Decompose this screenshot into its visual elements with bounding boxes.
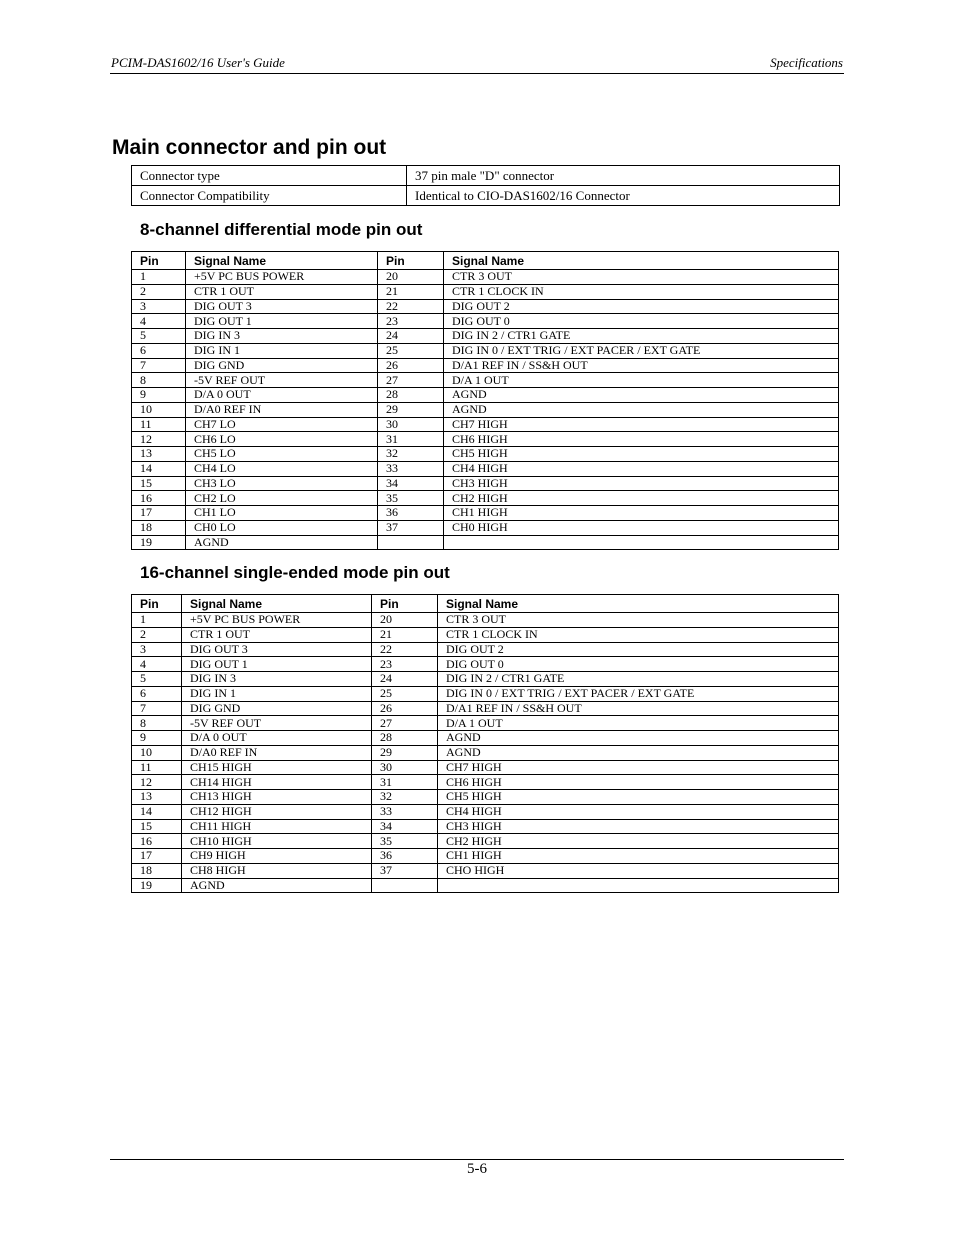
table-row bbox=[132, 863, 839, 878]
signal-name: DIG IN 0 / EXT TRIG / EXT PACER / EXT GATE bbox=[438, 686, 839, 701]
signal-name bbox=[444, 535, 839, 550]
pin-number: 34 bbox=[378, 476, 444, 491]
pin-number: 9 bbox=[132, 731, 182, 746]
pin-number: 32 bbox=[372, 790, 438, 805]
footer-rule bbox=[110, 1159, 844, 1160]
signal-name: CH9 HIGH bbox=[182, 849, 372, 864]
signal-name: DIG OUT 3 bbox=[182, 642, 372, 657]
signal-name: CTR 1 CLOCK IN bbox=[444, 284, 839, 299]
signal-name: CH7 HIGH bbox=[444, 417, 839, 432]
table-row bbox=[132, 314, 839, 329]
table-row bbox=[132, 775, 839, 790]
pin-number: 6 bbox=[132, 686, 182, 701]
column-header: Signal Name bbox=[438, 595, 839, 613]
table-row bbox=[132, 388, 839, 403]
signal-name: D/A 0 OUT bbox=[182, 731, 372, 746]
table-row bbox=[132, 373, 839, 388]
pin-number: 33 bbox=[372, 804, 438, 819]
signal-name: D/A 1 OUT bbox=[444, 373, 839, 388]
signal-name: DIG OUT 1 bbox=[186, 314, 378, 329]
pin-number: 19 bbox=[132, 878, 182, 893]
table-row bbox=[132, 358, 839, 373]
signal-name: CH2 HIGH bbox=[438, 834, 839, 849]
column-header: Pin bbox=[378, 252, 444, 270]
table-header-row bbox=[132, 595, 839, 613]
pin-number: 4 bbox=[132, 314, 186, 329]
pin-number: 35 bbox=[372, 834, 438, 849]
table-row bbox=[132, 417, 839, 432]
pin-number: 28 bbox=[378, 388, 444, 403]
pin-number: 15 bbox=[132, 476, 186, 491]
signal-name: D/A 0 OUT bbox=[186, 388, 378, 403]
header-rule bbox=[110, 73, 844, 74]
pin-number: 37 bbox=[372, 863, 438, 878]
pin-number: 21 bbox=[372, 627, 438, 642]
pin-number: 32 bbox=[378, 447, 444, 462]
signal-name: CH2 HIGH bbox=[444, 491, 839, 506]
signal-name: CH5 HIGH bbox=[438, 790, 839, 805]
signal-name: AGND bbox=[186, 535, 378, 550]
signal-name: AGND bbox=[438, 731, 839, 746]
table-row bbox=[132, 166, 840, 186]
table-row bbox=[132, 343, 839, 358]
pin-number: 10 bbox=[132, 745, 182, 760]
table-row bbox=[132, 716, 839, 731]
connector-label: Connector Compatibility bbox=[132, 186, 407, 206]
table-row bbox=[132, 760, 839, 775]
signal-name: CTR 3 OUT bbox=[438, 613, 839, 628]
table-row bbox=[132, 476, 839, 491]
pin-number: 1 bbox=[132, 270, 186, 285]
table-row bbox=[132, 657, 839, 672]
signal-name: DIG IN 3 bbox=[182, 672, 372, 687]
table-row bbox=[132, 819, 839, 834]
table-row bbox=[132, 432, 839, 447]
signal-name: AGND bbox=[444, 388, 839, 403]
pin-number: 12 bbox=[132, 432, 186, 447]
table-row bbox=[132, 535, 839, 550]
column-header: Signal Name bbox=[444, 252, 839, 270]
signal-name: DIG IN 2 / CTR1 GATE bbox=[444, 329, 839, 344]
pin-number: 35 bbox=[378, 491, 444, 506]
pin-number: 24 bbox=[372, 672, 438, 687]
signal-name: CH7 LO bbox=[186, 417, 378, 432]
signal-name: CH7 HIGH bbox=[438, 760, 839, 775]
signal-name: CTR 1 CLOCK IN bbox=[438, 627, 839, 642]
pin-number: 12 bbox=[132, 775, 182, 790]
signal-name: AGND bbox=[182, 878, 372, 893]
table-row bbox=[132, 284, 839, 299]
pin-number: 34 bbox=[372, 819, 438, 834]
column-header: Pin bbox=[132, 252, 186, 270]
signal-name: DIG OUT 0 bbox=[438, 657, 839, 672]
pin-number: 9 bbox=[132, 388, 186, 403]
pin-number: 7 bbox=[132, 701, 182, 716]
pin-number: 25 bbox=[378, 343, 444, 358]
pin-number: 13 bbox=[132, 447, 186, 462]
signal-name: DIG OUT 0 bbox=[444, 314, 839, 329]
pin-number: 11 bbox=[132, 760, 182, 775]
signal-name: DIG GND bbox=[182, 701, 372, 716]
signal-name: -5V REF OUT bbox=[182, 716, 372, 731]
signal-name: CH15 HIGH bbox=[182, 760, 372, 775]
signal-name: D/A0 REF IN bbox=[182, 745, 372, 760]
signal-name: CHO HIGH bbox=[438, 863, 839, 878]
pin-number: 19 bbox=[132, 535, 186, 550]
signal-name: CH6 HIGH bbox=[438, 775, 839, 790]
table-row bbox=[132, 804, 839, 819]
table-row bbox=[132, 270, 839, 285]
signal-name: CH0 LO bbox=[186, 520, 378, 535]
pin-number: 23 bbox=[378, 314, 444, 329]
signal-name: CH10 HIGH bbox=[182, 834, 372, 849]
signal-name: DIG IN 3 bbox=[186, 329, 378, 344]
signal-name: D/A 1 OUT bbox=[438, 716, 839, 731]
pin-number: 30 bbox=[378, 417, 444, 432]
pin-number: 8 bbox=[132, 373, 186, 388]
signal-name: CH14 HIGH bbox=[182, 775, 372, 790]
table-header-row bbox=[132, 252, 839, 270]
table-row bbox=[132, 627, 839, 642]
pin-number: 5 bbox=[132, 329, 186, 344]
pin-number: 20 bbox=[378, 270, 444, 285]
table-row bbox=[132, 506, 839, 521]
signal-name: AGND bbox=[438, 745, 839, 760]
table-row bbox=[132, 186, 840, 206]
column-header: Pin bbox=[372, 595, 438, 613]
pin-number: 15 bbox=[132, 819, 182, 834]
pin-number: 27 bbox=[372, 716, 438, 731]
pin-number: 7 bbox=[132, 358, 186, 373]
signal-name: CH4 HIGH bbox=[444, 461, 839, 476]
pin-number: 31 bbox=[372, 775, 438, 790]
pin-number: 27 bbox=[378, 373, 444, 388]
signal-name: CH1 HIGH bbox=[444, 506, 839, 521]
signal-name: CTR 1 OUT bbox=[182, 627, 372, 642]
signal-name: DIG IN 0 / EXT TRIG / EXT PACER / EXT GATE bbox=[444, 343, 839, 358]
signal-name: DIG IN 1 bbox=[186, 343, 378, 358]
pin-number: 18 bbox=[132, 520, 186, 535]
pin-number: 20 bbox=[372, 613, 438, 628]
pin-number: 31 bbox=[378, 432, 444, 447]
signal-name: CH11 HIGH bbox=[182, 819, 372, 834]
pin-number: 10 bbox=[132, 402, 186, 417]
connector-table bbox=[131, 165, 840, 206]
table-row bbox=[132, 642, 839, 657]
signal-name: DIG IN 1 bbox=[182, 686, 372, 701]
signal-name: CH5 HIGH bbox=[444, 447, 839, 462]
column-header: Signal Name bbox=[182, 595, 372, 613]
single-pinout-table bbox=[131, 594, 839, 893]
diff-pinout-table bbox=[131, 251, 839, 550]
signal-name: CH12 HIGH bbox=[182, 804, 372, 819]
pin-number: 3 bbox=[132, 642, 182, 657]
pin-number: 8 bbox=[132, 716, 182, 731]
pin-number: 22 bbox=[372, 642, 438, 657]
single-section-title: 16-channel single-ended mode pin out bbox=[140, 563, 450, 582]
signal-name: DIG OUT 2 bbox=[438, 642, 839, 657]
pin-number: 2 bbox=[132, 627, 182, 642]
table-row bbox=[132, 672, 839, 687]
signal-name: CH5 LO bbox=[186, 447, 378, 462]
signal-name: DIG IN 2 / CTR1 GATE bbox=[438, 672, 839, 687]
table-row bbox=[132, 878, 839, 893]
pin-number: 23 bbox=[372, 657, 438, 672]
signal-name: CH3 HIGH bbox=[444, 476, 839, 491]
pin-number: 30 bbox=[372, 760, 438, 775]
signal-name: DIG OUT 1 bbox=[182, 657, 372, 672]
signal-name: CH6 HIGH bbox=[444, 432, 839, 447]
signal-name: CH4 HIGH bbox=[438, 804, 839, 819]
table-row bbox=[132, 402, 839, 417]
pin-number: 24 bbox=[378, 329, 444, 344]
signal-name: D/A1 REF IN / SS&H OUT bbox=[438, 701, 839, 716]
signal-name: CH0 HIGH bbox=[444, 520, 839, 535]
pin-number: 14 bbox=[132, 804, 182, 819]
signal-name: DIG GND bbox=[186, 358, 378, 373]
pin-number: 6 bbox=[132, 343, 186, 358]
signal-name: D/A1 REF IN / SS&H OUT bbox=[444, 358, 839, 373]
pin-number: 36 bbox=[372, 849, 438, 864]
signal-name: CTR 1 OUT bbox=[186, 284, 378, 299]
diff-section-title: 8-channel differential mode pin out bbox=[140, 220, 423, 239]
pin-number: 25 bbox=[372, 686, 438, 701]
pin-number bbox=[372, 878, 438, 893]
signal-name: CH2 LO bbox=[186, 491, 378, 506]
pin-number: 2 bbox=[132, 284, 186, 299]
pin-number: 16 bbox=[132, 491, 186, 506]
table-row bbox=[132, 299, 839, 314]
table-row bbox=[132, 520, 839, 535]
table-row bbox=[132, 849, 839, 864]
pin-number: 17 bbox=[132, 506, 186, 521]
pin-number: 33 bbox=[378, 461, 444, 476]
pin-number: 26 bbox=[378, 358, 444, 373]
table-row bbox=[132, 686, 839, 701]
pin-number: 13 bbox=[132, 790, 182, 805]
signal-name bbox=[438, 878, 839, 893]
pin-number: 28 bbox=[372, 731, 438, 746]
table-row bbox=[132, 745, 839, 760]
pin-number: 16 bbox=[132, 834, 182, 849]
column-header: Pin bbox=[132, 595, 182, 613]
table-row bbox=[132, 731, 839, 746]
signal-name: CH1 HIGH bbox=[438, 849, 839, 864]
signal-name: -5V REF OUT bbox=[186, 373, 378, 388]
signal-name: CH6 LO bbox=[186, 432, 378, 447]
table-row bbox=[132, 701, 839, 716]
signal-name: CTR 3 OUT bbox=[444, 270, 839, 285]
connector-value: 37 pin male "D" connector bbox=[407, 166, 840, 186]
pin-number: 37 bbox=[378, 520, 444, 535]
signal-name: CH1 LO bbox=[186, 506, 378, 521]
signal-name: AGND bbox=[444, 402, 839, 417]
table-row bbox=[132, 491, 839, 506]
table-row bbox=[132, 613, 839, 628]
signal-name: CH4 LO bbox=[186, 461, 378, 476]
pin-number: 17 bbox=[132, 849, 182, 864]
table-row bbox=[132, 790, 839, 805]
signal-name: CH13 HIGH bbox=[182, 790, 372, 805]
table-row bbox=[132, 447, 839, 462]
pin-number: 5 bbox=[132, 672, 182, 687]
pin-number: 18 bbox=[132, 863, 182, 878]
signal-name: DIG OUT 3 bbox=[186, 299, 378, 314]
signal-name: +5V PC BUS POWER bbox=[182, 613, 372, 628]
signal-name: CH8 HIGH bbox=[182, 863, 372, 878]
signal-name: D/A0 REF IN bbox=[186, 402, 378, 417]
column-header: Signal Name bbox=[186, 252, 378, 270]
pin-number: 29 bbox=[378, 402, 444, 417]
connector-label: Connector type bbox=[132, 166, 407, 186]
pin-number: 11 bbox=[132, 417, 186, 432]
pin-number: 26 bbox=[372, 701, 438, 716]
signal-name: CH3 HIGH bbox=[438, 819, 839, 834]
table-row bbox=[132, 461, 839, 476]
pin-number: 3 bbox=[132, 299, 186, 314]
pin-number: 36 bbox=[378, 506, 444, 521]
pin-number: 4 bbox=[132, 657, 182, 672]
signal-name: DIG OUT 2 bbox=[444, 299, 839, 314]
page-number: 5-6 bbox=[467, 1161, 487, 1177]
table-row bbox=[132, 329, 839, 344]
running-header-section: Specifications bbox=[770, 55, 843, 70]
connector-value: Identical to CIO-DAS1602/16 Connector bbox=[407, 186, 840, 206]
running-header-title: PCIM-DAS1602/16 User's Guide bbox=[111, 55, 285, 70]
pin-number: 22 bbox=[378, 299, 444, 314]
pin-number: 29 bbox=[372, 745, 438, 760]
page-title: Main connector and pin out bbox=[112, 136, 387, 159]
pin-number bbox=[378, 535, 444, 550]
signal-name: +5V PC BUS POWER bbox=[186, 270, 378, 285]
pin-number: 14 bbox=[132, 461, 186, 476]
pin-number: 1 bbox=[132, 613, 182, 628]
pin-number: 21 bbox=[378, 284, 444, 299]
signal-name: CH3 LO bbox=[186, 476, 378, 491]
table-row bbox=[132, 834, 839, 849]
